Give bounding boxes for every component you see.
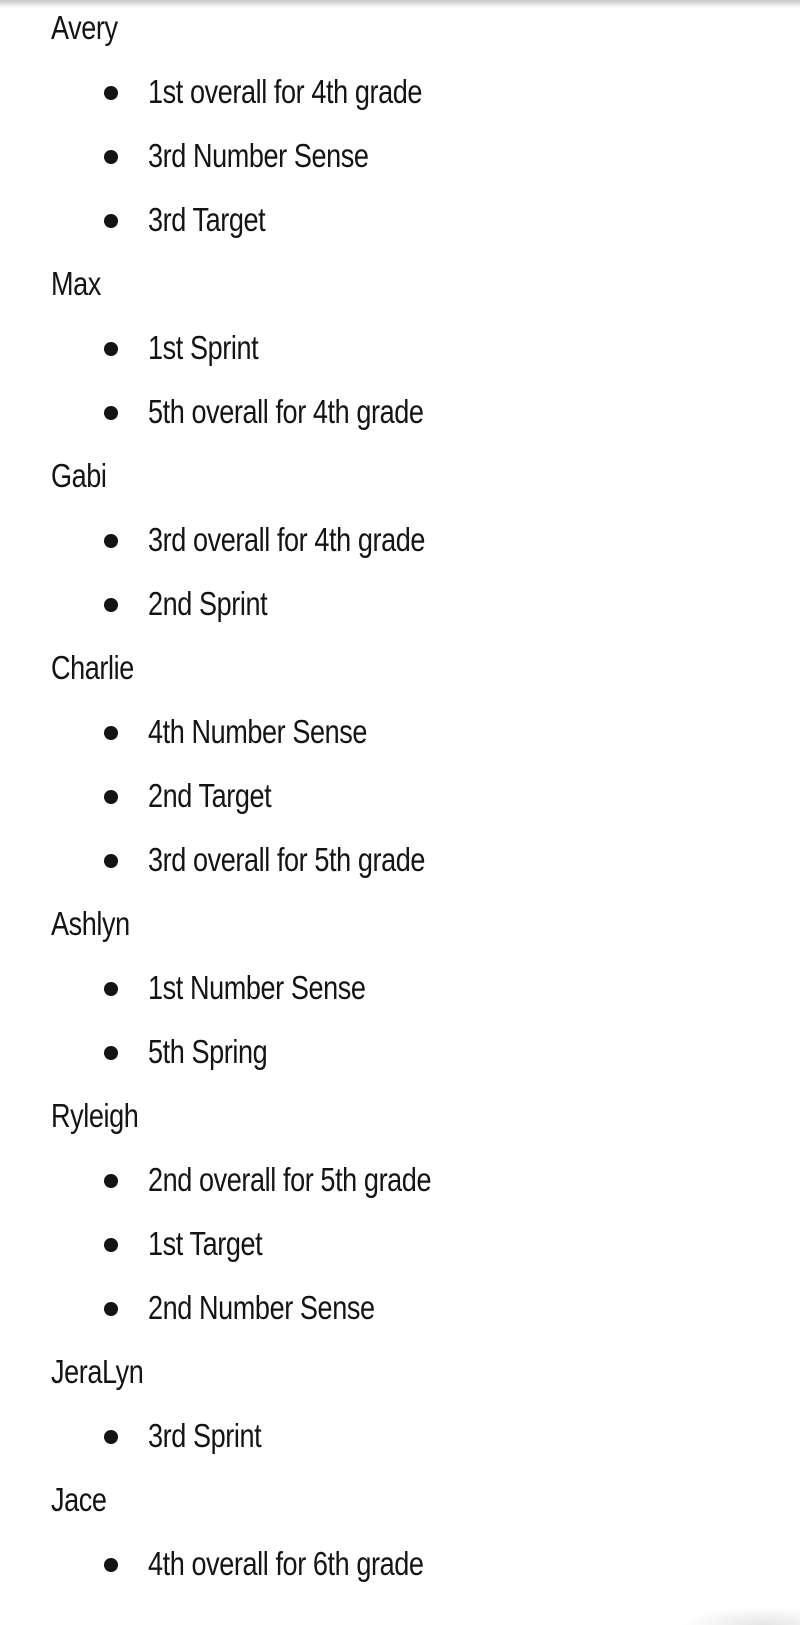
award-text: 5th Spring [148, 1033, 268, 1070]
list-item [0, 508, 800, 572]
bottom-corner-shade [680, 1607, 800, 1625]
award-text: 2nd Sprint [148, 585, 268, 622]
award-text: 5th overall for 4th grade [148, 393, 424, 430]
list-item [0, 316, 800, 380]
bullet-icon [104, 854, 118, 868]
award-text: 3rd Target [148, 201, 266, 238]
award-text: 1st Sprint [148, 329, 259, 366]
list-item [0, 60, 800, 124]
bullet-icon [104, 598, 118, 612]
award-text: 3rd overall for 4th grade [148, 521, 426, 558]
bullet-icon [104, 726, 118, 740]
list-item [0, 764, 800, 828]
bullet-icon [104, 1302, 118, 1316]
student-name: Ryleigh [51, 1097, 139, 1134]
award-text: 2nd Target [148, 777, 272, 814]
top-edge-shadow [0, 0, 800, 8]
award-text: 1st Target [148, 1225, 263, 1262]
bullet-icon [104, 1430, 118, 1444]
bullet-icon [104, 1174, 118, 1188]
list-item [0, 1148, 800, 1212]
award-text: 3rd Number Sense [148, 137, 369, 174]
award-text: 1st overall for 4th grade [148, 73, 423, 110]
student-name: Jace [51, 1481, 107, 1518]
bullet-icon [104, 790, 118, 804]
bullet-icon [104, 1238, 118, 1252]
bullet-icon [104, 1558, 118, 1572]
list-item [0, 700, 800, 764]
award-text: 2nd Number Sense [148, 1289, 375, 1326]
award-text: 1st Number Sense [148, 969, 366, 1006]
student-name: Avery [51, 9, 118, 46]
award-text: 4th Number Sense [148, 713, 368, 750]
list-item [0, 188, 800, 252]
list-item [0, 1404, 800, 1468]
student-name: Charlie [51, 649, 134, 686]
student-name: Gabi [51, 457, 107, 494]
award-text: 2nd overall for 5th grade [148, 1161, 432, 1198]
bullet-icon [104, 214, 118, 228]
bullet-icon [104, 86, 118, 100]
list-item [0, 1532, 800, 1596]
student-name: JeraLyn [51, 1353, 144, 1390]
award-text: 4th overall for 6th grade [148, 1545, 424, 1582]
list-item [0, 1212, 800, 1276]
bullet-icon [104, 534, 118, 548]
bullet-icon [104, 1046, 118, 1060]
award-text: 3rd Sprint [148, 1417, 262, 1454]
bullet-icon [104, 982, 118, 996]
bullet-icon [104, 342, 118, 356]
student-name: Ashlyn [51, 905, 130, 942]
list-item [0, 380, 800, 444]
award-text: 3rd overall for 5th grade [148, 841, 426, 878]
bullet-icon [104, 406, 118, 420]
list-item [0, 828, 800, 892]
list-item [0, 1020, 800, 1084]
list-item [0, 124, 800, 188]
student-name: Max [51, 265, 101, 302]
bullet-icon [104, 150, 118, 164]
list-item [0, 1276, 800, 1340]
list-item [0, 572, 800, 636]
list-item [0, 956, 800, 1020]
